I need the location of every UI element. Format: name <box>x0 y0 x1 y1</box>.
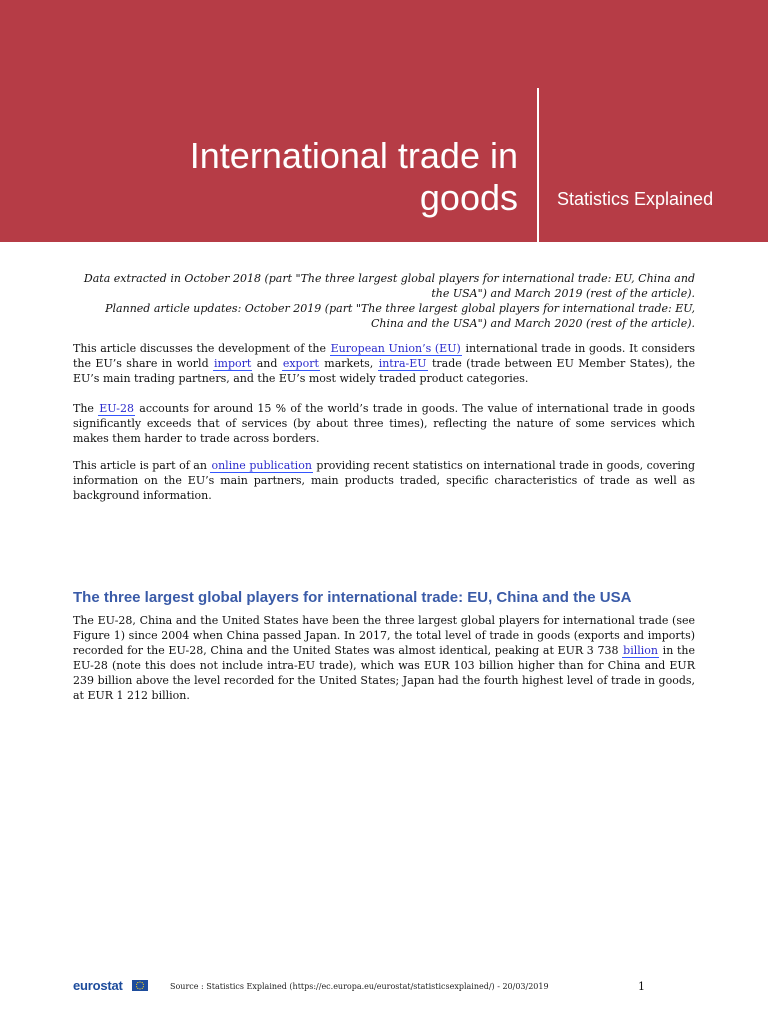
text: accounts for around 15 % of the world’s trade in goods. The value of international trade in goods significantly exceeds that of services (by about three times), reflecting the nature of some services which makes them harder to trade across borders. <box>73 402 695 445</box>
text: This article is part of an <box>73 459 211 472</box>
text: providing recent statistics on international trade in goods, covering information on the EU’s main partners, main products traded, specific characteristics of trade as well as background information. <box>73 459 695 502</box>
header-banner <box>0 0 768 242</box>
intro-paragraph-1 <box>73 341 695 386</box>
intro-paragraph-2 <box>73 401 695 446</box>
intro-paragraph-3 <box>73 458 695 503</box>
meta-line: China and the USA") and March 2020 (rest of the article). <box>371 317 695 330</box>
footer-source: Source : Statistics Explained (https://ec.europa.eu/eurostat/statisticsexplained/) - 20/03/2019 <box>170 982 549 991</box>
meta-line: the USA") and March 2019 (rest of the article). <box>431 287 695 300</box>
link-online-publication[interactable]: online publication <box>211 459 312 472</box>
link-intra-eu[interactable]: intra-EU <box>378 357 427 370</box>
article-meta <box>73 271 695 331</box>
link-export[interactable]: export <box>282 357 319 370</box>
eu-flag-icon <box>132 980 148 991</box>
meta-line: Planned article updates: October 2019 (part "The three largest global players for international trade: EU, <box>105 302 695 315</box>
page-number: 1 <box>638 980 645 993</box>
eurostat-logo: eurostat <box>73 978 123 993</box>
link-billion[interactable]: billion <box>623 644 658 657</box>
header-divider <box>537 88 539 242</box>
text: trade (trade between EU Member States), the EU’s main trading partners, and the EU’s most widely traded product categories. <box>73 357 695 385</box>
link-import[interactable]: import <box>214 357 252 370</box>
text: international trade in goods. It considers the EU’s share in world <box>73 342 695 370</box>
page-subtitle: Statistics Explained <box>557 189 714 209</box>
text: The <box>73 402 99 415</box>
text: markets, <box>319 357 378 370</box>
page-title <box>18 135 518 219</box>
text: This article discusses the development of the <box>73 342 330 355</box>
page-title-line1: International trade in <box>189 135 518 176</box>
meta-line: Data extracted in October 2018 (part "The three largest global players for international trade: EU, China and <box>83 272 695 285</box>
section-heading: The three largest global players for international trade: EU, China and the USA <box>73 589 632 606</box>
page-title-line2: goods <box>419 177 518 218</box>
text: and <box>252 357 282 370</box>
link-eu-28[interactable]: EU-28 <box>99 402 135 415</box>
text: in the EU-28 (note this does not include intra-EU trade), which was EUR 103 billion higher than for China and EUR 239 billion above the level recorded for the United States; Japan had the fourth highest level of trade in goods, at EUR 1 212 billion. <box>73 644 695 702</box>
section-paragraph <box>73 613 695 703</box>
link-european-union[interactable]: European Union’s (EU) <box>330 342 461 355</box>
text: The EU-28, China and the United States have been the three largest global players for international trade (see Figure 1) since 2004 when China passed Japan. In 2017, the total level of trade in goods (exports and imports) recorded for the EU-28, China and the United States was almost identical, peaking at EUR 3 738 <box>73 614 695 657</box>
